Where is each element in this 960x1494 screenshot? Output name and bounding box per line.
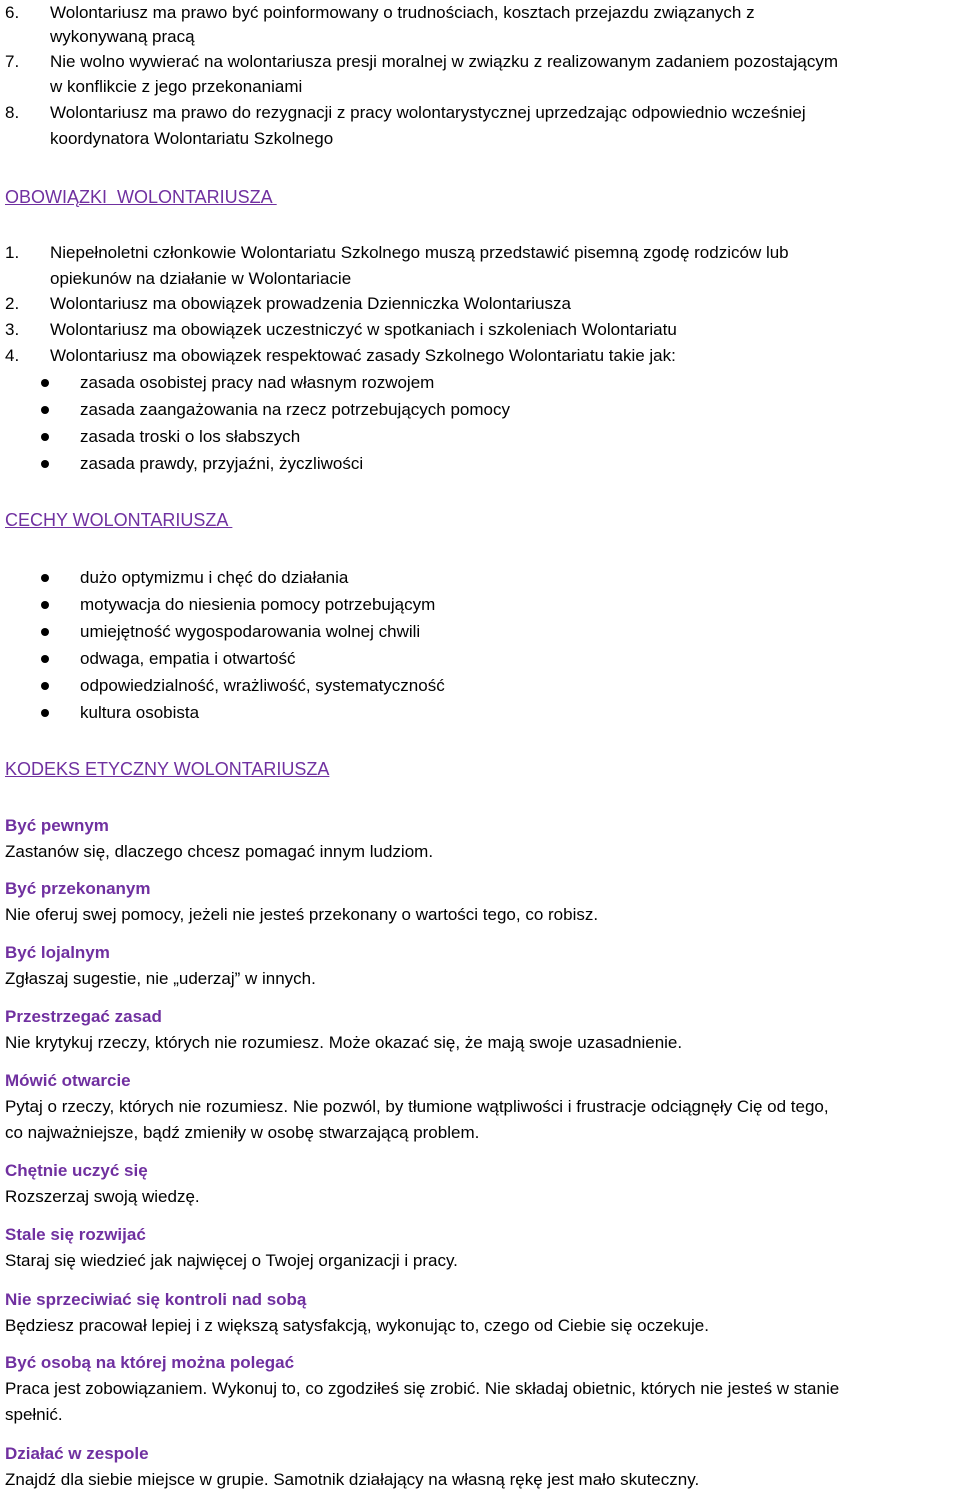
bullet-text: kultura osobista bbox=[80, 703, 200, 722]
bullet-text: odwaga, empatia i otwartość bbox=[80, 649, 296, 668]
kodeks-entry-text: Zastanów się, dlaczego chcesz pomagać innym ludziom. bbox=[5, 842, 434, 861]
list-item-text: opiekunów na działanie w Wolontariacie bbox=[50, 269, 352, 288]
list-item-text: Wolontariusz ma prawo do rezygnacji z pracy wolontarystycznej uprzedzając odpowiednio wcześniej bbox=[50, 103, 806, 122]
kodeks-entry-title: Przestrzegać zasad bbox=[5, 1007, 162, 1026]
bullet-text: zasada troski o los słabszych bbox=[80, 427, 301, 446]
list-item-text: Niepełnoletni członkowie Wolontariatu Szkolnego muszą przedstawić pisemną zgodę rodziców lub bbox=[50, 243, 789, 262]
kodeks-entry-text: spełnić. bbox=[5, 1405, 63, 1424]
bullet-text: zasada prawdy, przyjaźni, życzliwości bbox=[80, 454, 364, 473]
list-item-text: wykonywaną pracą bbox=[50, 27, 195, 46]
list-item-text: Wolontariusz ma prawo być poinformowany o trudnościach, kosztach przejazdu związanych z bbox=[50, 3, 755, 22]
bullet-icon bbox=[41, 460, 49, 468]
kodeks-entry-text: Nie krytykuj rzeczy, których nie rozumiesz. Może okazać się, że mają swoje uzasadnienie. bbox=[5, 1033, 683, 1052]
kodeks-entry-text: Nie oferuj swej pomocy, jeżeli nie jesteś przekonany o wartości tego, co robisz. bbox=[5, 905, 599, 924]
kodeks-entry-title: Być lojalnym bbox=[5, 943, 110, 962]
bullet-text: zasada osobistej pracy nad własnym rozwojem bbox=[80, 373, 435, 392]
bullet-text: umiejętność wygospodarowania wolnej chwili bbox=[80, 622, 421, 641]
list-number: 3. bbox=[5, 320, 20, 339]
kodeks-entry-title: Nie sprzeciwiać się kontroli nad sobą bbox=[5, 1290, 307, 1309]
kodeks-entry-title: Być osobą na której można polegać bbox=[5, 1353, 295, 1372]
kodeks-entry-text: Zgłaszaj sugestie, nie „uderzaj” w innych. bbox=[5, 969, 316, 988]
bullet-icon bbox=[41, 655, 49, 663]
bullet-icon bbox=[41, 709, 49, 717]
list-number: 7. bbox=[5, 52, 20, 71]
list-number: 8. bbox=[5, 103, 20, 122]
list-item-text: Wolontariusz ma obowiązek respektować zasady Szkolnego Wolontariatu takie jak: bbox=[50, 346, 676, 365]
bullet-icon bbox=[41, 574, 49, 582]
bullet-icon bbox=[41, 379, 49, 387]
bullet-text: odpowiedzialność, wrażliwość, systematyczność bbox=[80, 676, 445, 695]
kodeks-entry-text: Praca jest zobowiązaniem. Wykonuj to, co zgodziłeś się zrobić. Nie składaj obietnic, których nie jesteś w stanie bbox=[5, 1379, 840, 1398]
bullet-icon bbox=[41, 628, 49, 636]
list-item-text: Wolontariusz ma obowiązek uczestniczyć w spotkaniach i szkoleniach Wolontariatu bbox=[50, 320, 677, 339]
kodeks-entry-text: Rozszerzaj swoją wiedzę. bbox=[5, 1187, 200, 1206]
list-item-text: w konflikcie z jego przekonaniami bbox=[50, 77, 303, 96]
list-item-text: koordynatora Wolontariatu Szkolnego bbox=[50, 129, 334, 148]
bullet-text: dużo optymizmu i chęć do działania bbox=[80, 568, 349, 587]
kodeks-entry-title: Chętnie uczyć się bbox=[5, 1161, 148, 1180]
kodeks-entry-title: Być pewnym bbox=[5, 816, 109, 835]
bullet-icon bbox=[41, 682, 49, 690]
list-item-text: Nie wolno wywierać na wolontariusza presji moralnej w związku z realizowanym zadaniem pozostającym bbox=[50, 52, 838, 71]
bullet-icon bbox=[41, 601, 49, 609]
kodeks-entry-title: Stale się rozwijać bbox=[5, 1225, 146, 1244]
list-number: 6. bbox=[5, 3, 20, 22]
list-number: 2. bbox=[5, 294, 20, 313]
kodeks-entry-text: Będziesz pracował lepiej i z większą satysfakcją, wykonując to, czego od Ciebie się oczekuje. bbox=[5, 1316, 709, 1335]
obowiazki-heading: OBOWIĄZKI WOLONTARIUSZA bbox=[5, 187, 277, 207]
kodeks-entry-title: Działać w zespole bbox=[5, 1444, 149, 1463]
bullet-text: zasada zaangażowania na rzecz potrzebujących pomocy bbox=[80, 400, 510, 419]
kodeks-entry-text: Znajdź dla siebie miejsce w grupie. Samotnik działający na własną rękę jest mało skuteczny. bbox=[5, 1470, 700, 1489]
bullet-icon bbox=[41, 406, 49, 414]
list-number: 1. bbox=[5, 243, 20, 262]
kodeks-entry-text: co najważniejsze, bądź zmieniły w osobę stwarzającą problem. bbox=[5, 1123, 480, 1142]
list-number: 4. bbox=[5, 346, 20, 365]
list-item-text: Wolontariusz ma obowiązek prowadzenia Dzienniczka Wolontariusza bbox=[50, 294, 571, 313]
cechy-heading: CECHY WOLONTARIUSZA bbox=[5, 510, 233, 530]
kodeks-entry-title: Mówić otwarcie bbox=[5, 1071, 131, 1090]
bullet-icon bbox=[41, 433, 49, 441]
kodeks-entry-text: Staraj się wiedzieć jak najwięcej o Twojej organizacji i pracy. bbox=[5, 1251, 458, 1270]
bullet-text: motywacja do niesienia pomocy potrzebującym bbox=[80, 595, 436, 614]
kodeks-heading: KODEKS ETYCZNY WOLONTARIUSZA bbox=[5, 759, 330, 779]
kodeks-entry-title: Być przekonanym bbox=[5, 879, 151, 898]
kodeks-entry-text: Pytaj o rzeczy, których nie rozumiesz. Nie pozwól, by tłumione wątpliwości i frustracje odciągnęły Cię od tego, bbox=[5, 1097, 829, 1116]
